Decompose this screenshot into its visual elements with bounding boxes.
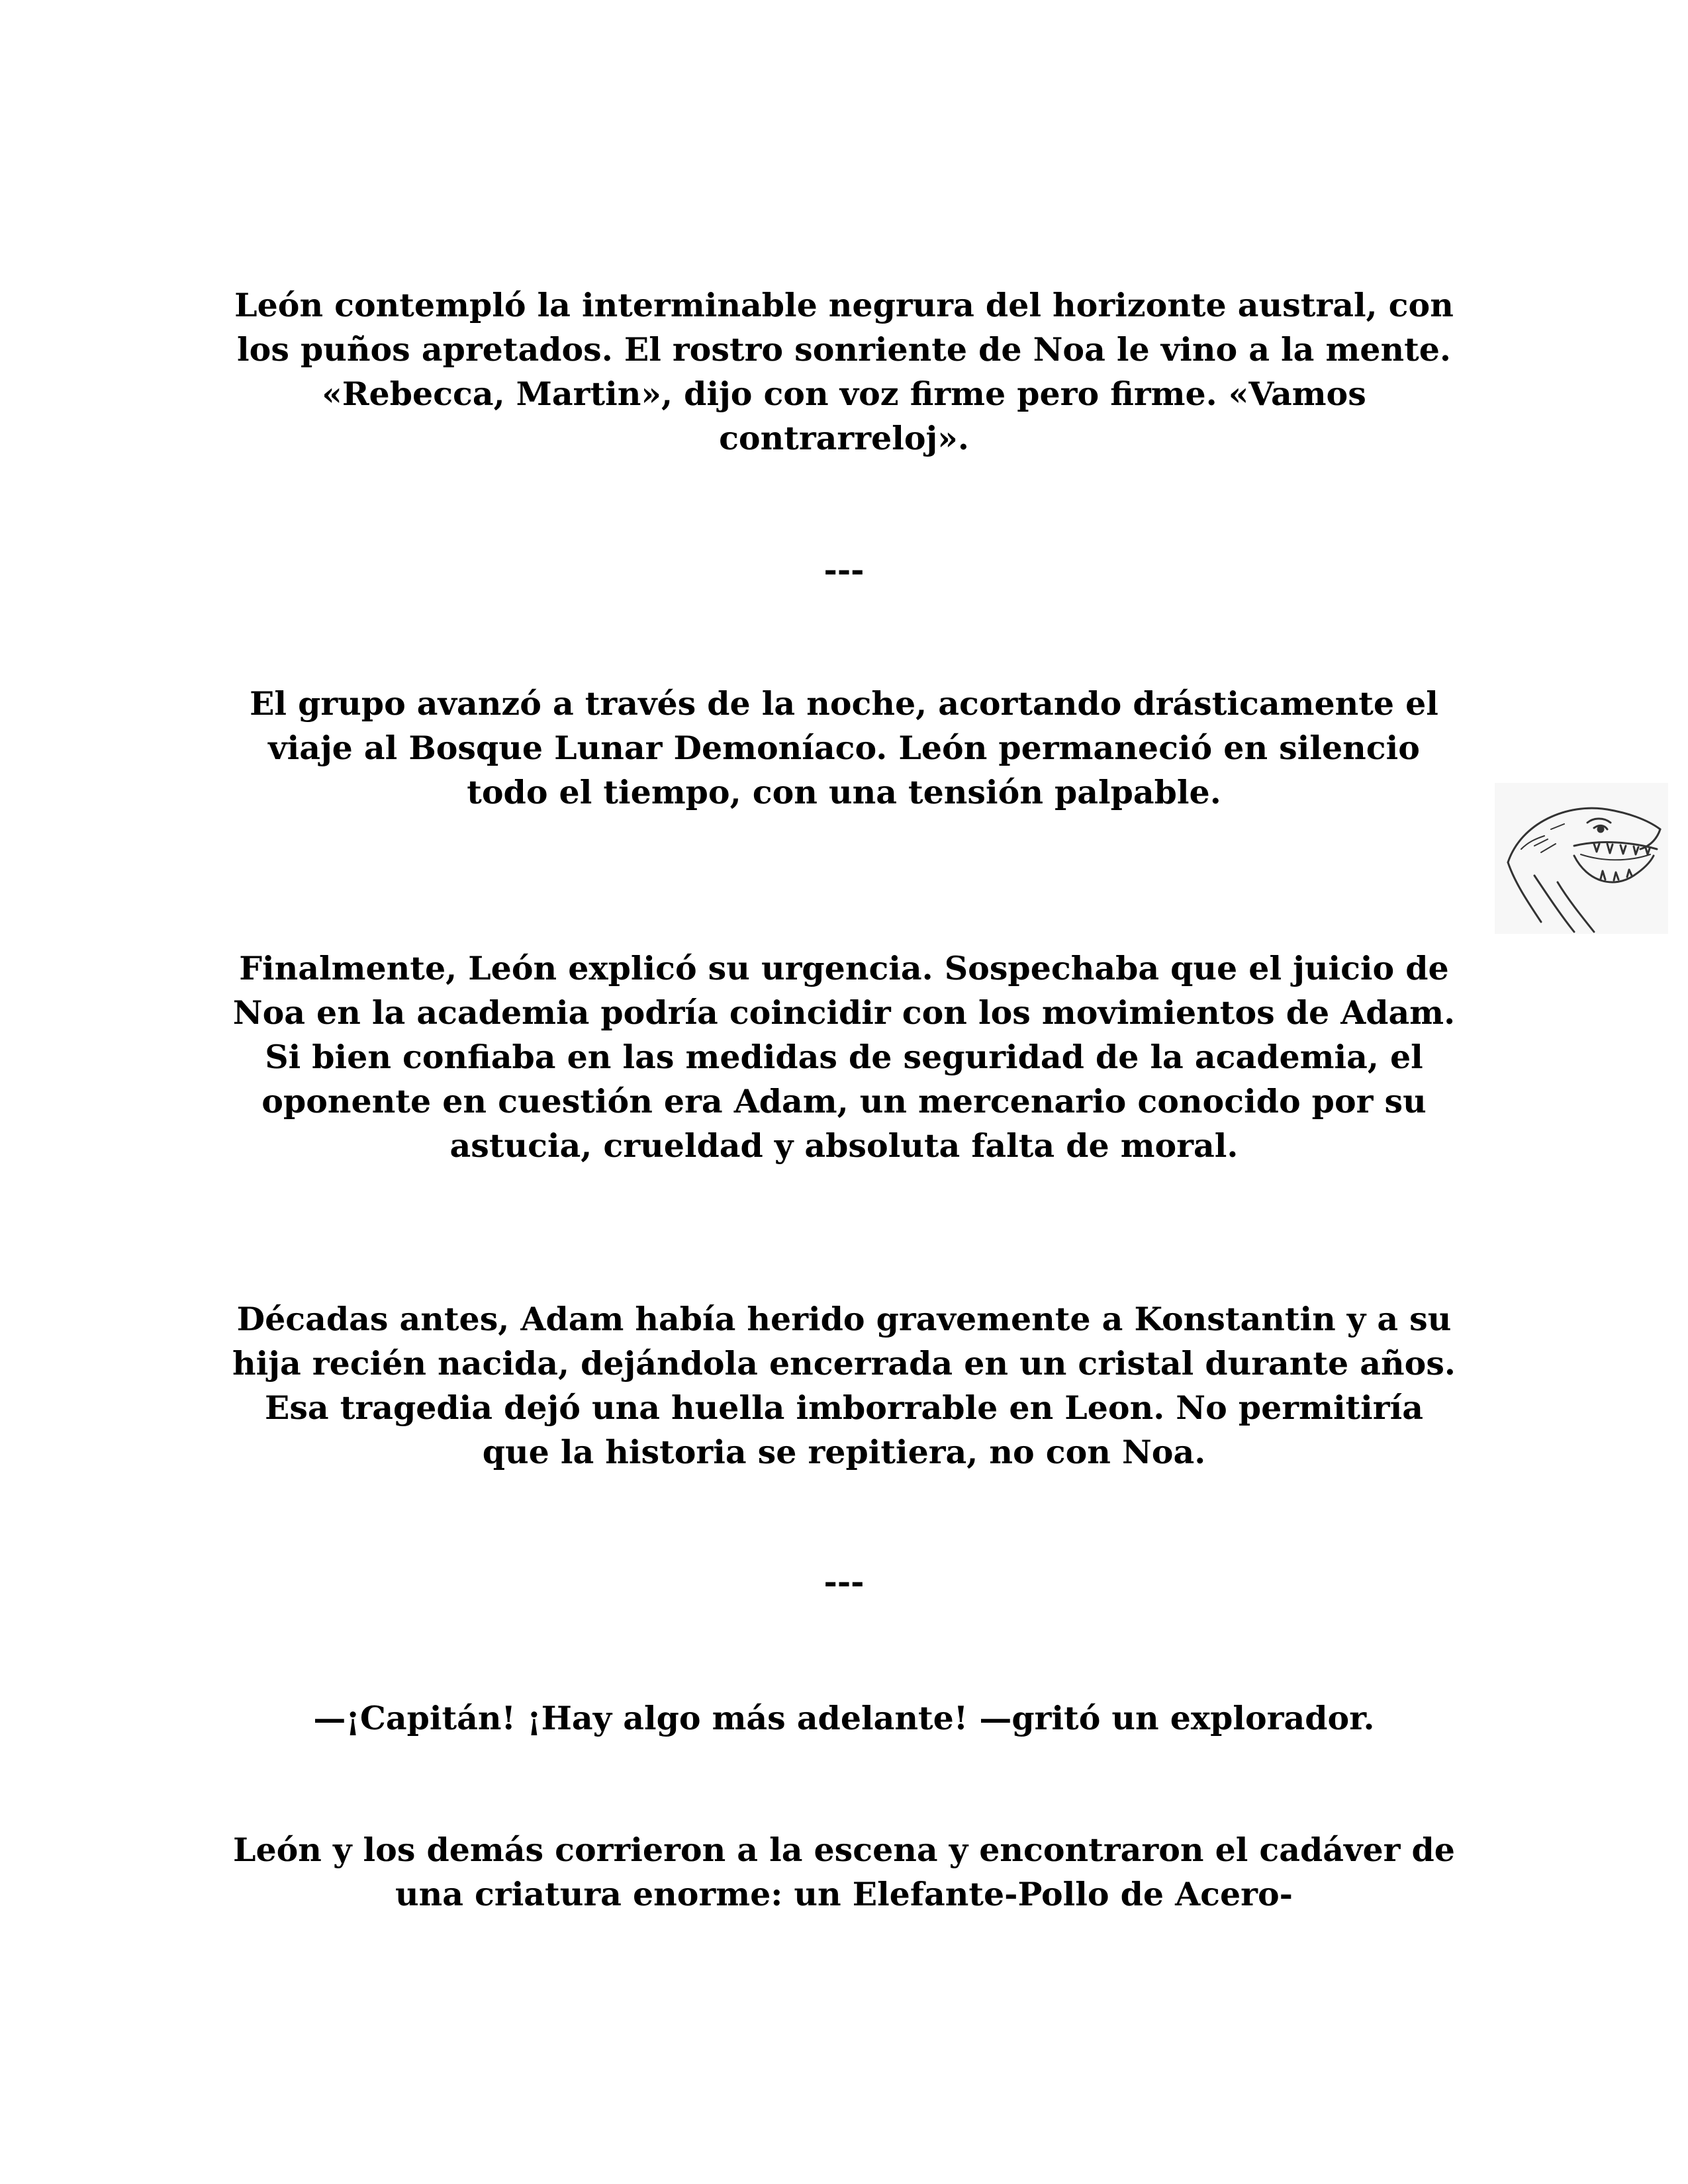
paragraph-discovery: León y los demás corrieron a la escena y encontraron el cadáver de una criatura enorme: un Elefante-Pollo de Acero- <box>233 1831 1455 1913</box>
section-separator: --- <box>823 1563 865 1601</box>
section-separator: --- <box>823 551 865 589</box>
paragraph-urgency: Finalmente, León explicó su urgencia. Sospechaba que el juicio de Noa en la academia podría coincidir con los movimientos de Adam. Si bien confiaba en las medidas de seguridad de la academia, el oponente en cuestión era Adam, un mercenario conocido por su astucia, crueldad y absoluta falta de moral. <box>232 949 1456 1165</box>
dinosaur-head-sketch-icon <box>1495 783 1668 934</box>
paragraph-scout-shout: —¡Capitán! ¡Hay algo más adelante! —gritó un explorador. <box>313 1699 1375 1737</box>
paragraph-night-march: El grupo avanzó a través de la noche, acortando drásticamente el viaje al Bosque Lunar Demoníaco. León permaneció en silencio todo el tiempo, con una tensión palpable. <box>250 684 1438 811</box>
paragraph-backstory: Décadas antes, Adam había herido gravemente a Konstantin y a su hija recién nacida, dejándola encerrada en un cristal durante años. Esa tragedia dejó una huella imborrable en Leon. No permitiría que la historia se repitiera, no con Noa. <box>232 1300 1456 1471</box>
paragraph-horizon: León contempló la interminable negrura del horizonte austral, con los puños apretados. El rostro sonriente de Noa le vino a la mente. «Rebecca, Martin», dijo con voz firme pero firme. «Vamos contrarreloj». <box>234 286 1454 457</box>
